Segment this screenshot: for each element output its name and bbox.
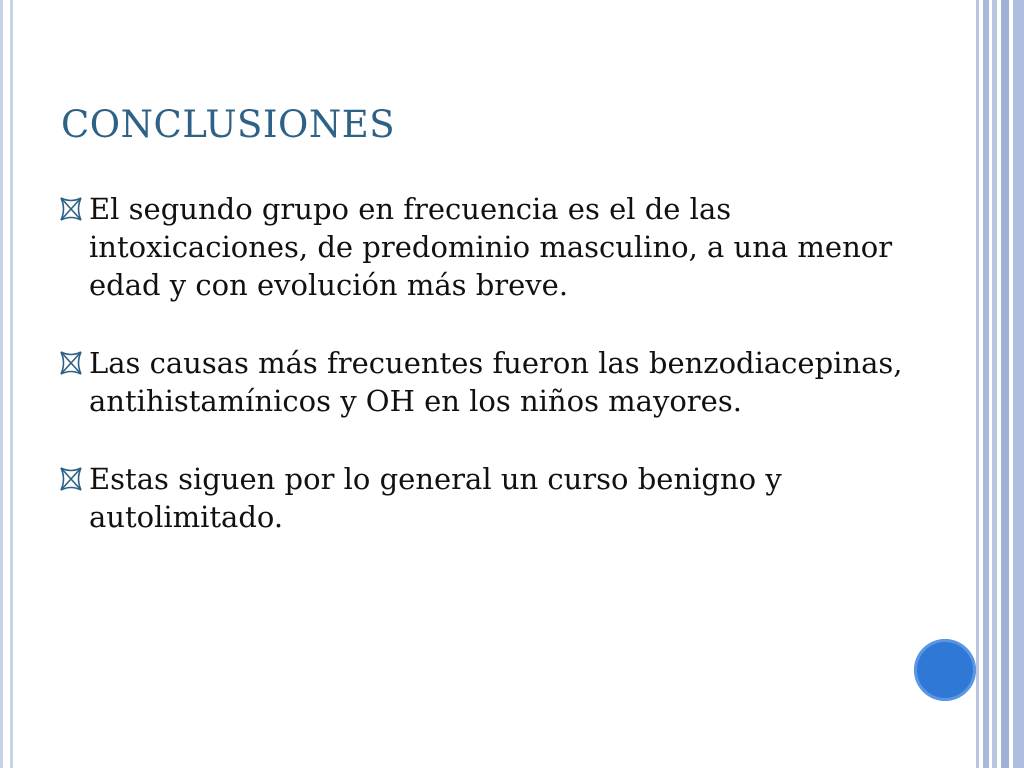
frame-left-line-inner xyxy=(10,0,13,768)
slide-title: CONCLUSIONES xyxy=(61,103,396,146)
decorative-stripe xyxy=(976,0,979,768)
decorative-stripe xyxy=(992,0,997,768)
decorative-circle xyxy=(914,639,976,701)
ornamental-cross-icon xyxy=(58,195,84,223)
bullet-item xyxy=(56,190,906,304)
frame-left-line xyxy=(0,0,3,768)
bullet-text: Las causas más frecuentes fueron las benzodiacepinas, antihistamínicos y OH en los niños mayores. xyxy=(89,346,903,418)
decorative-stripe xyxy=(1013,0,1024,768)
ornamental-cross-icon xyxy=(58,349,84,377)
bullet-list xyxy=(56,190,906,536)
ornamental-cross-icon xyxy=(58,465,84,493)
decorative-stripe xyxy=(983,0,989,768)
bullet-item xyxy=(56,344,906,420)
bullet-text: Estas siguen por lo general un curso benigno y autolimitado. xyxy=(89,462,782,534)
bullet-item xyxy=(56,460,906,536)
bullet-text: El segundo grupo en frecuencia es el de las intoxicaciones, de predominio masculino, a una menor edad y con evolución más breve. xyxy=(89,192,893,302)
decorative-stripe xyxy=(1001,0,1009,768)
